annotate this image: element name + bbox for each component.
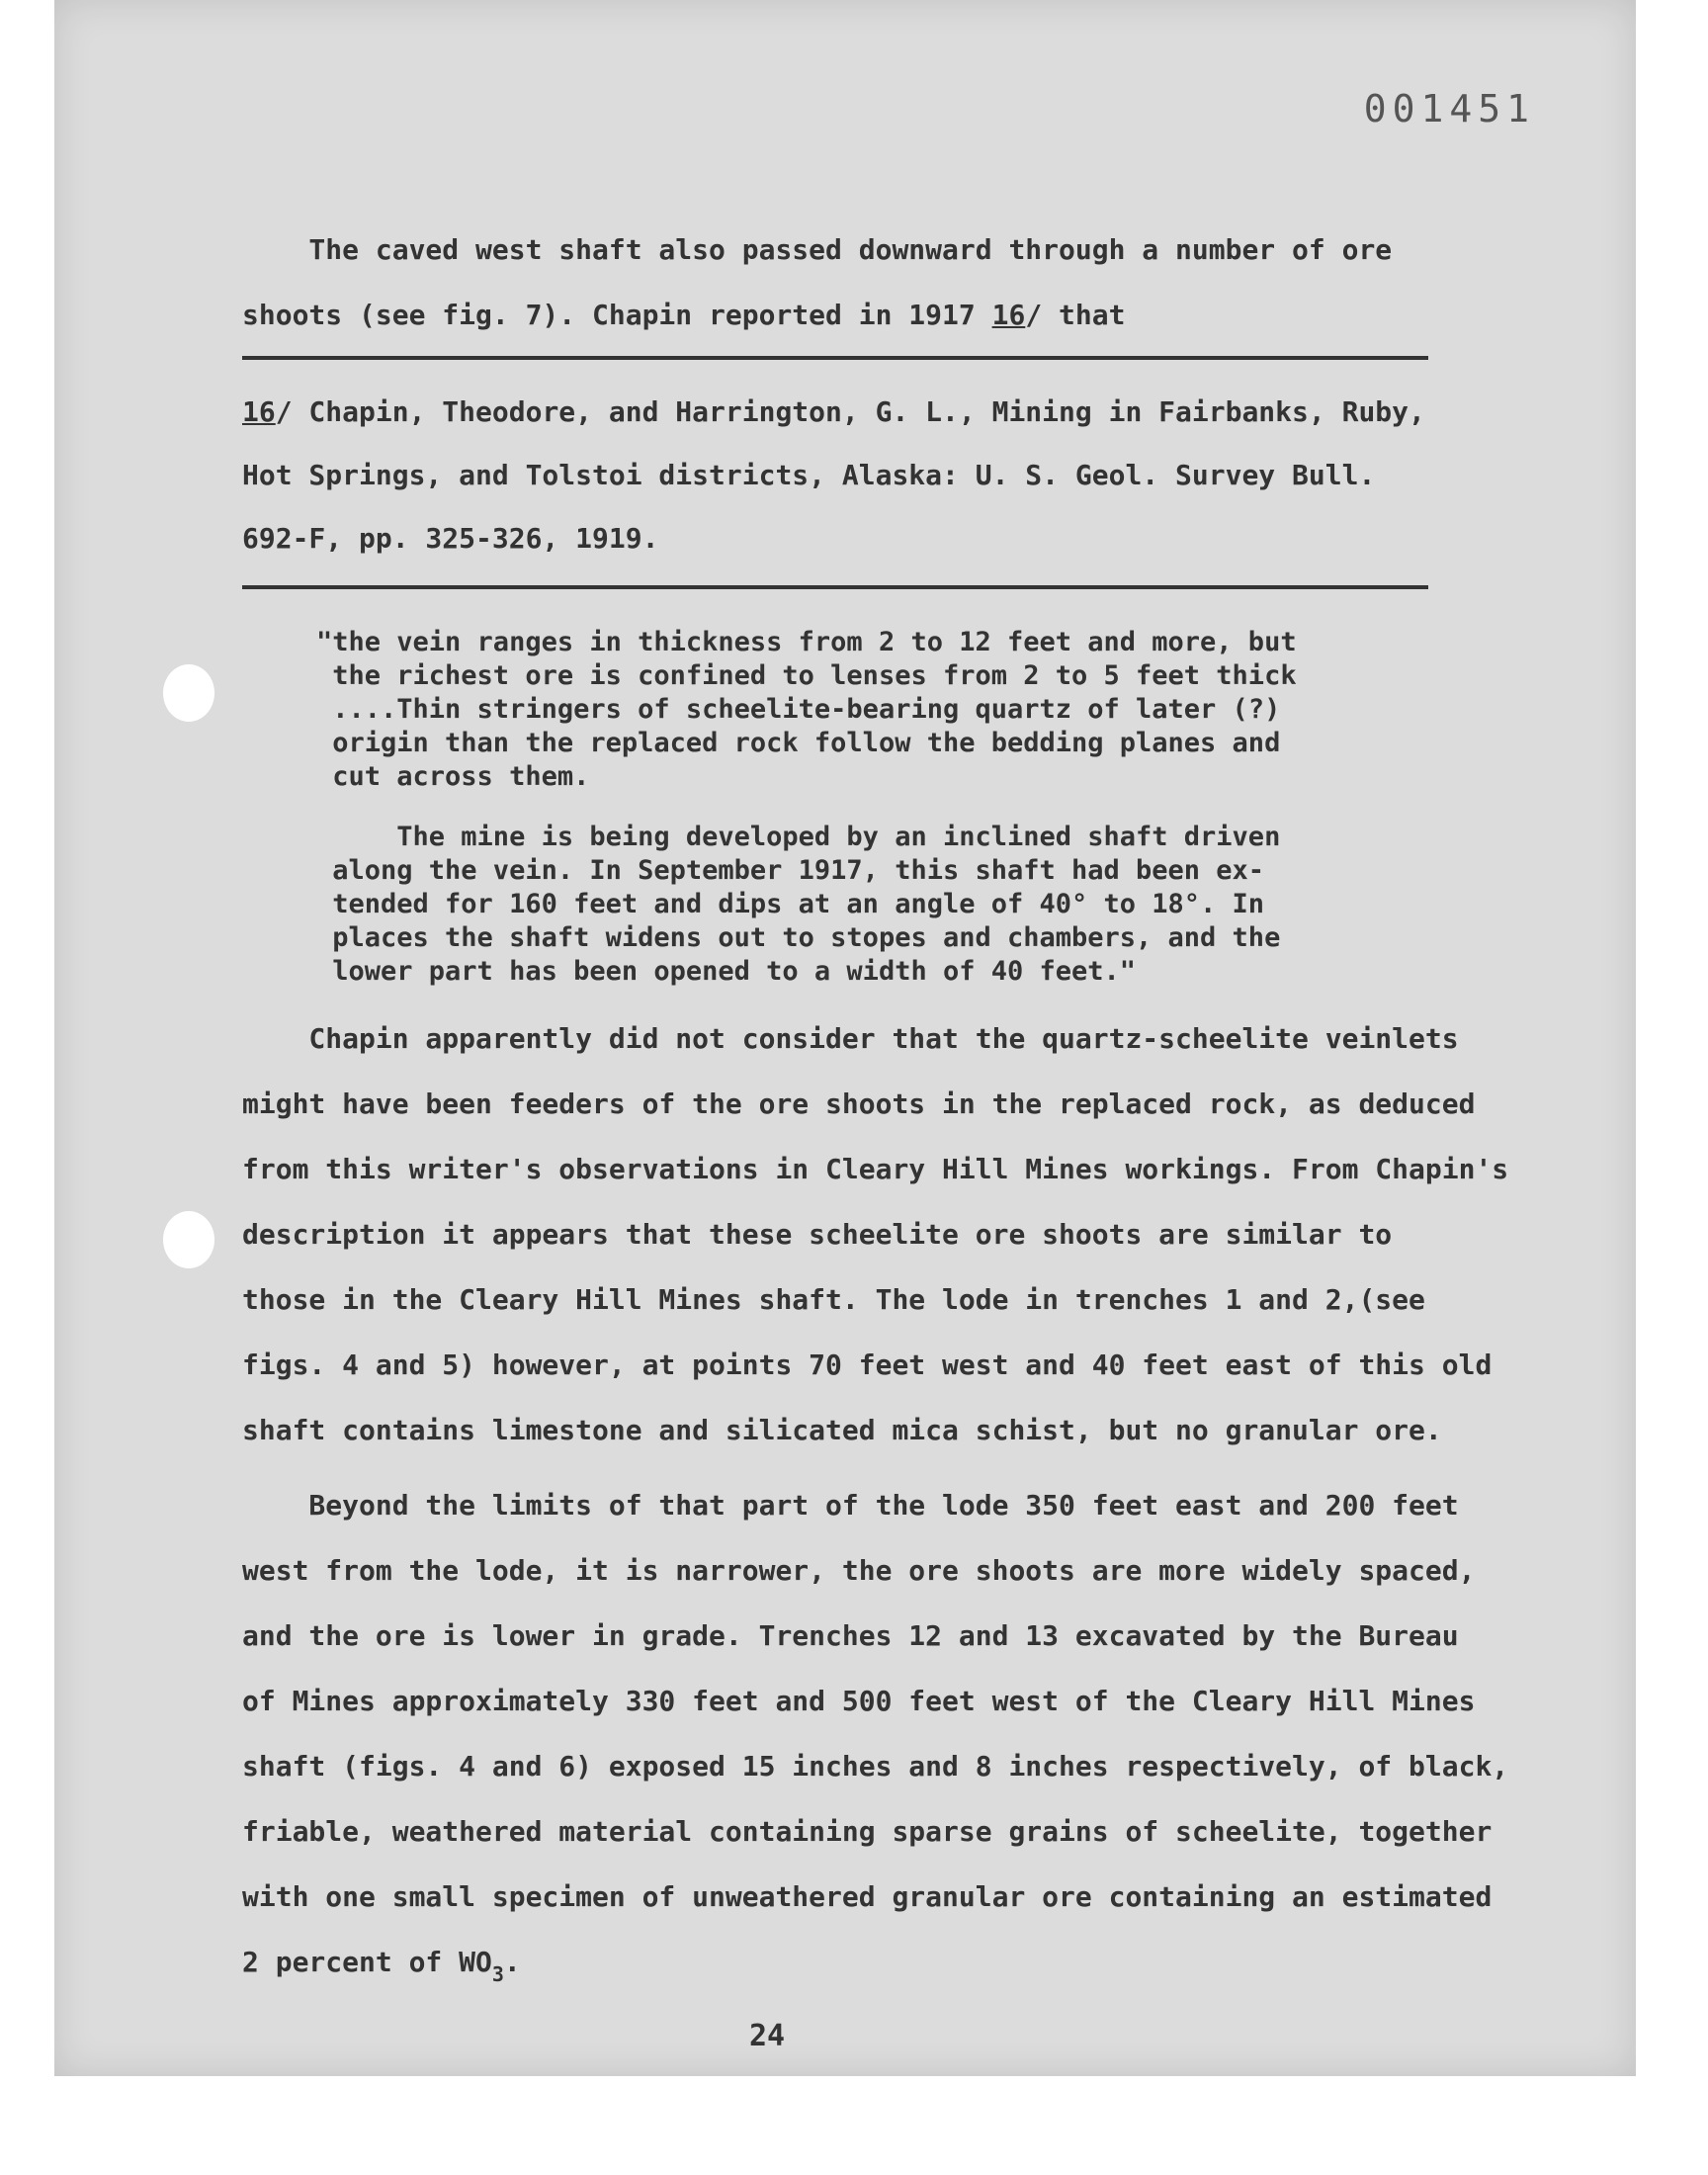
text-span: 2 percent of WO: [242, 1946, 492, 1978]
paragraph-1: [242, 218, 1392, 348]
text-span: shoots (see fig. 7). Chapin reported in 1917: [242, 299, 992, 331]
footnote-reference: 16: [991, 299, 1026, 331]
text-line: along the vein. In September 1917, this shaft had been ex-: [316, 855, 1265, 886]
text-line: The caved west shaft also passed downward through a number of ore: [242, 233, 1393, 266]
text-span: / that: [1025, 299, 1126, 331]
text-line: Beyond the limits of that part of the lode 350 feet east and 200 feet: [242, 1489, 1459, 1522]
footnote-rule-top: [242, 356, 1428, 360]
page-number: 24: [749, 2019, 786, 2053]
footnote: [242, 381, 1425, 570]
text-line: from this writer's observations in Cleary Hill Mines workings. From Chapin's: [242, 1153, 1509, 1185]
subscript: 3: [491, 1962, 504, 1986]
punch-hole: [163, 1211, 214, 1268]
text-line: [242, 283, 1392, 348]
paragraph-2: [242, 1006, 1508, 1463]
text-line: The mine is being developed by an inclined shaft driven: [316, 822, 1281, 852]
text-line: tended for 160 feet and dips at an angle of 40° to 18°. In: [316, 889, 1265, 919]
text-span: / Chapin, Theodore, and Harrington, G. L., Mining in Fairbanks, Ruby,: [275, 395, 1425, 428]
text-line: places the shaft widens out to stopes and chambers, and the: [316, 922, 1281, 953]
text-line: shaft contains limestone and silicated mica schist, but no granular ore.: [242, 1414, 1442, 1446]
text-line: [242, 1930, 1508, 2007]
text-line: of Mines approximately 330 feet and 500 feet west of the Cleary Hill Mines: [242, 1685, 1476, 1717]
text-line: origin than the replaced rock follow the bedding planes and: [316, 728, 1281, 758]
text-line: the richest ore is confined to lenses from 2 to 5 feet thick: [316, 660, 1297, 691]
text-line: lower part has been opened to a width of 40 feet.": [316, 956, 1137, 987]
document-number: 001451: [1363, 87, 1535, 130]
text-line: those in the Cleary Hill Mines shaft. The lode in trenches 1 and 2,(see: [242, 1283, 1425, 1316]
paragraph-3: [242, 1473, 1508, 2007]
footnote-rule-bottom: [242, 585, 1428, 589]
text-line: friable, weathered material containing sparse grains of scheelite, together: [242, 1815, 1493, 1848]
punch-hole: [163, 664, 214, 722]
text-line: Chapin apparently did not consider that the quartz-scheelite veinlets: [242, 1022, 1459, 1055]
text-line: with one small specimen of unweathered granular ore containing an estimated: [242, 1880, 1493, 1913]
text-line: figs. 4 and 5) however, at points 70 feet west and 40 feet east of this old: [242, 1348, 1493, 1381]
text-line: might have been feeders of the ore shoots in the replaced rock, as deduced: [242, 1088, 1476, 1120]
text-line: shaft (figs. 4 and 6) exposed 15 inches and 8 inches respectively, of black,: [242, 1750, 1509, 1783]
text-line: and the ore is lower in grade. Trenches 12 and 13 excavated by the Bureau: [242, 1619, 1459, 1652]
text-line: ....Thin stringers of scheelite-bearing quartz of later (?): [316, 694, 1281, 725]
block-quote-paragraph-2: [316, 821, 1280, 989]
text-span: .: [503, 1946, 521, 1978]
footnote-marker: 16: [242, 395, 276, 428]
block-quote-paragraph-1: [316, 626, 1297, 794]
text-line: description it appears that these scheelite ore shoots are similar to: [242, 1218, 1393, 1251]
text-line: west from the lode, it is narrower, the ore shoots are more widely spaced,: [242, 1554, 1476, 1587]
text-line: "the vein ranges in thickness from 2 to 12 feet and more, but: [316, 627, 1297, 657]
text-line: [242, 381, 1425, 444]
text-line: cut across them.: [316, 761, 590, 792]
text-line: Hot Springs, and Tolstoi districts, Alaska: U. S. Geol. Survey Bull.: [242, 459, 1376, 491]
text-line: 692-F, pp. 325-326, 1919.: [242, 522, 659, 555]
